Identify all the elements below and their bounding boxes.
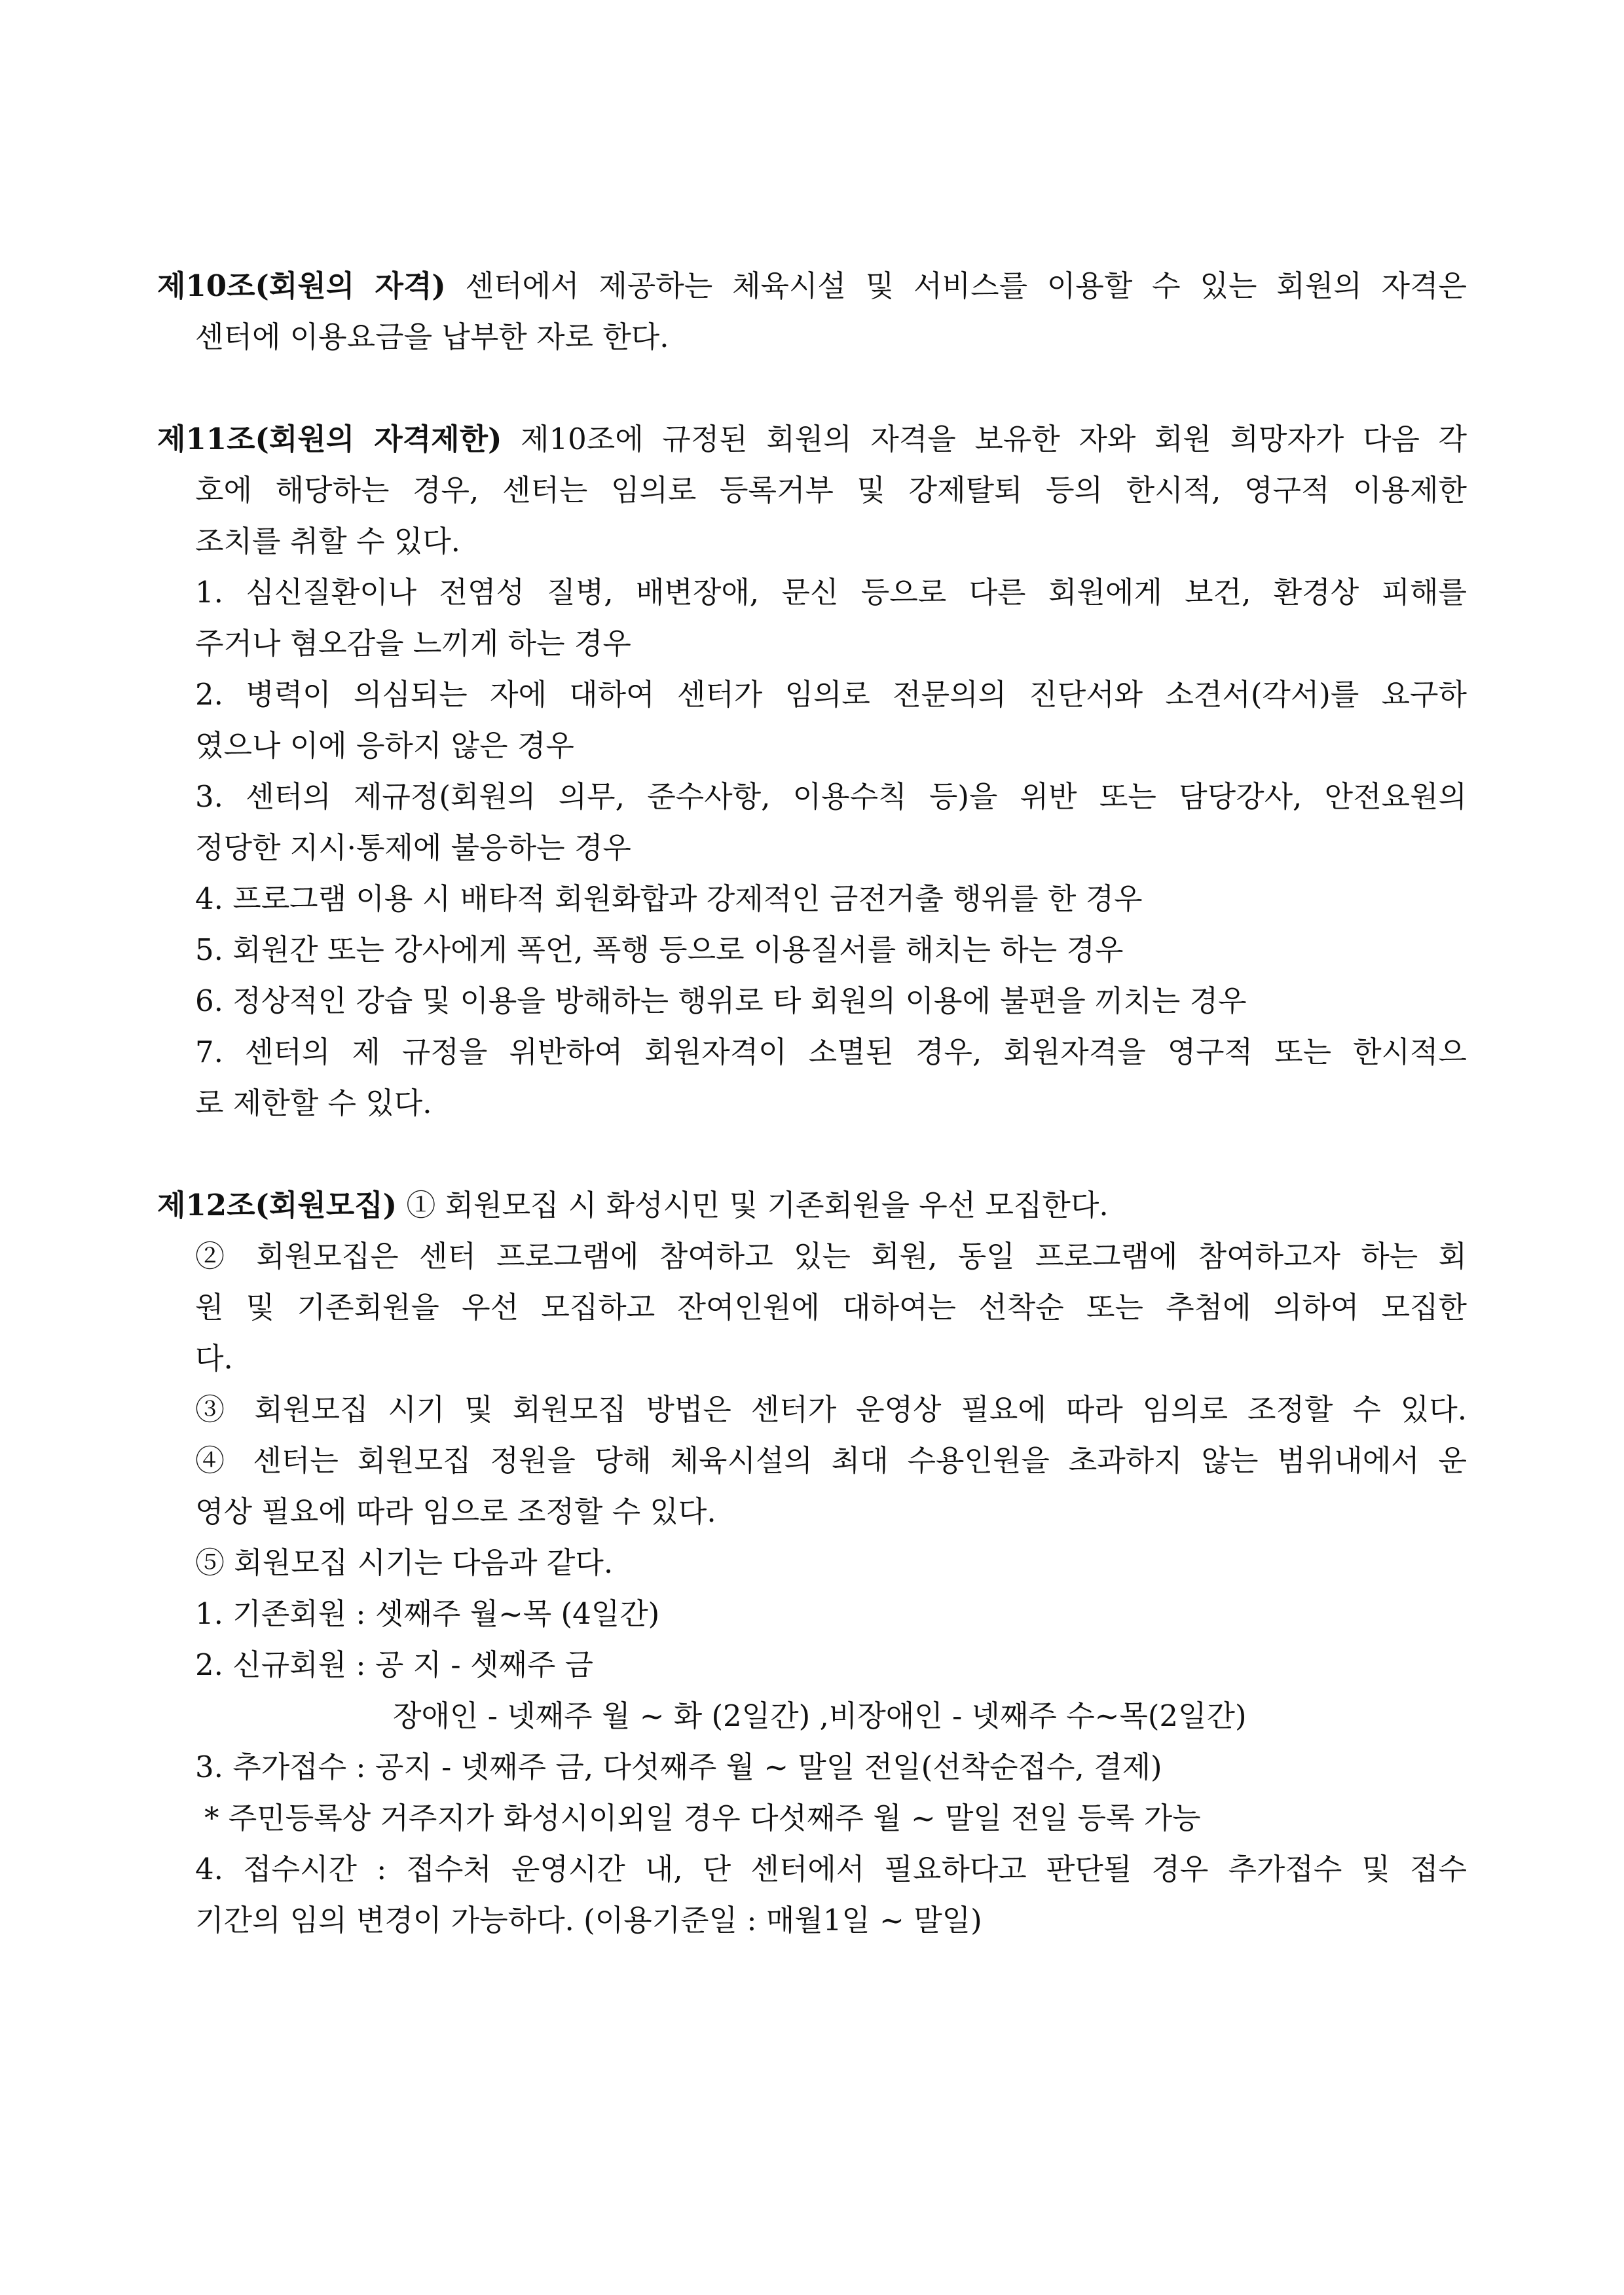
article12-para4a: ④ 센터는 회원모집 정원을 당해 체육시설의 최대 수용인원을 초과하지 않는 범위내에서 운 [195, 1443, 1467, 1478]
article12-para3: ③ 회원모집 시기 및 회원모집 방법은 센터가 운영상 필요에 따라 임의로 조정할 수 있다. [195, 1392, 1467, 1427]
article11-intro3: 조치를 취할 수 있다. [195, 524, 460, 559]
article10-heading: 제10조(회원의 자격) [157, 268, 446, 303]
article11-item1a: 1. 심신질환이나 전염성 질병, 배변장애, 문신 등으로 다른 회원에게 보건, 환경상 피해를 [195, 575, 1467, 610]
article10-line1 [157, 261, 1467, 312]
document-page [157, 261, 1467, 1946]
article12-heading: 제12조(회원모집) [157, 1188, 397, 1222]
article10-text1: 센터에서 제공하는 체육시설 및 서비스를 이용할 수 있는 회원의 자격은 [445, 268, 1467, 303]
spacer [157, 363, 1467, 414]
article12-note: * 주민등록상 거주지가 화성시이외일 경우 다섯째주 월 ~ 말일 전일 등록 가능 [204, 1801, 1201, 1835]
article11-item5: 5. 회원간 또는 강사에게 폭언, 폭행 등으로 이용질서를 해치는 하는 경우 [195, 932, 1124, 967]
article11-heading: 제11조(회원의 자격제한) [157, 422, 502, 456]
article11-item1b: 주거나 혐오감을 느끼게 하는 경우 [195, 626, 631, 661]
article11-item7a: 7. 센터의 제 규정을 위반하여 회원자격이 소멸된 경우, 회원자격을 영구적 또는 한시적으 [195, 1035, 1467, 1069]
article12-schedule3: 3. 추가접수 : 공지 - 넷째주 금, 다섯째주 월 ~ 말일 전일(선착순접수, 결제) [195, 1750, 1162, 1784]
article11-item3a: 3. 센터의 제규정(회원의 의무, 준수사항, 이용수칙 등)을 위반 또는 담당강사, 안전요원의 [195, 779, 1467, 814]
article12-para5: ⑤ 회원모집 시기는 다음과 같다. [195, 1545, 614, 1580]
article12-schedule4b: 기간의 임의 변경이 가능하다. (이용기준일 : 매월1일 ~ 말일) [195, 1903, 982, 1937]
article12-schedule2-sub: 장애인 - 넷째주 월 ~ 화 (2일간) ,비장애인 - 넷째주 수~목(2일간) [393, 1698, 1247, 1733]
article11-item7b: 로 제한할 수 있다. [195, 1086, 432, 1120]
article11-item2b: 였으나 이에 응하지 않은 경우 [195, 728, 574, 763]
article11-intro1: 제10조에 규정된 회원의 자격을 보유한 자와 회원 희망자가 다음 각 [502, 422, 1467, 456]
article11-line1 [157, 414, 1467, 465]
article12-schedule4a: 4. 접수시간 : 접수처 운영시간 내, 단 센터에서 필요하다고 판단될 경우 추가접수 및 접수 [195, 1852, 1467, 1886]
article12-para2b: 원 및 기존회원을 우선 모집하고 잔여인원에 대하여는 선착순 또는 추첨에 의하여 모집한 [195, 1290, 1467, 1325]
article12-line1 [157, 1180, 1467, 1231]
article12-schedule2: 2. 신규회원 : 공 지 - 셋째주 금 [195, 1647, 594, 1682]
article11-item2a: 2. 병력이 의심되는 자에 대하여 센터가 임의로 전문의의 진단서와 소견서(각서)를 요구하 [195, 677, 1467, 712]
article11-item3b: 정당한 지시·통제에 불응하는 경우 [195, 830, 631, 865]
article12-para4b: 영상 필요에 따라 임으로 조정할 수 있다. [195, 1494, 716, 1529]
article12-schedule1: 1. 기존회원 : 셋째주 월~목 (4일간) [195, 1596, 660, 1631]
article12-para2a: ② 회원모집은 센터 프로그램에 참여하고 있는 회원, 동일 프로그램에 참여하고자 하는 회 [195, 1239, 1467, 1274]
article12-para2c: 다. [195, 1341, 233, 1376]
article10-line2: 센터에 이용요금을 납부한 자로 한다. [195, 320, 669, 354]
article11-item4: 4. 프로그램 이용 시 배타적 회원화합과 강제적인 금전거출 행위를 한 경우 [195, 881, 1143, 916]
article12-text1: ① 회원모집 시 화성시민 및 기존회원을 우선 모집한다. [397, 1188, 1109, 1222]
article11-intro2: 호에 해당하는 경우, 센터는 임의로 등록거부 및 강제탈퇴 등의 한시적, 영구적 이용제한 [195, 473, 1467, 507]
spacer [157, 1129, 1467, 1180]
article11-item6: 6. 정상적인 강습 및 이용을 방해하는 행위로 타 회원의 이용에 불편을 끼치는 경우 [195, 983, 1247, 1018]
